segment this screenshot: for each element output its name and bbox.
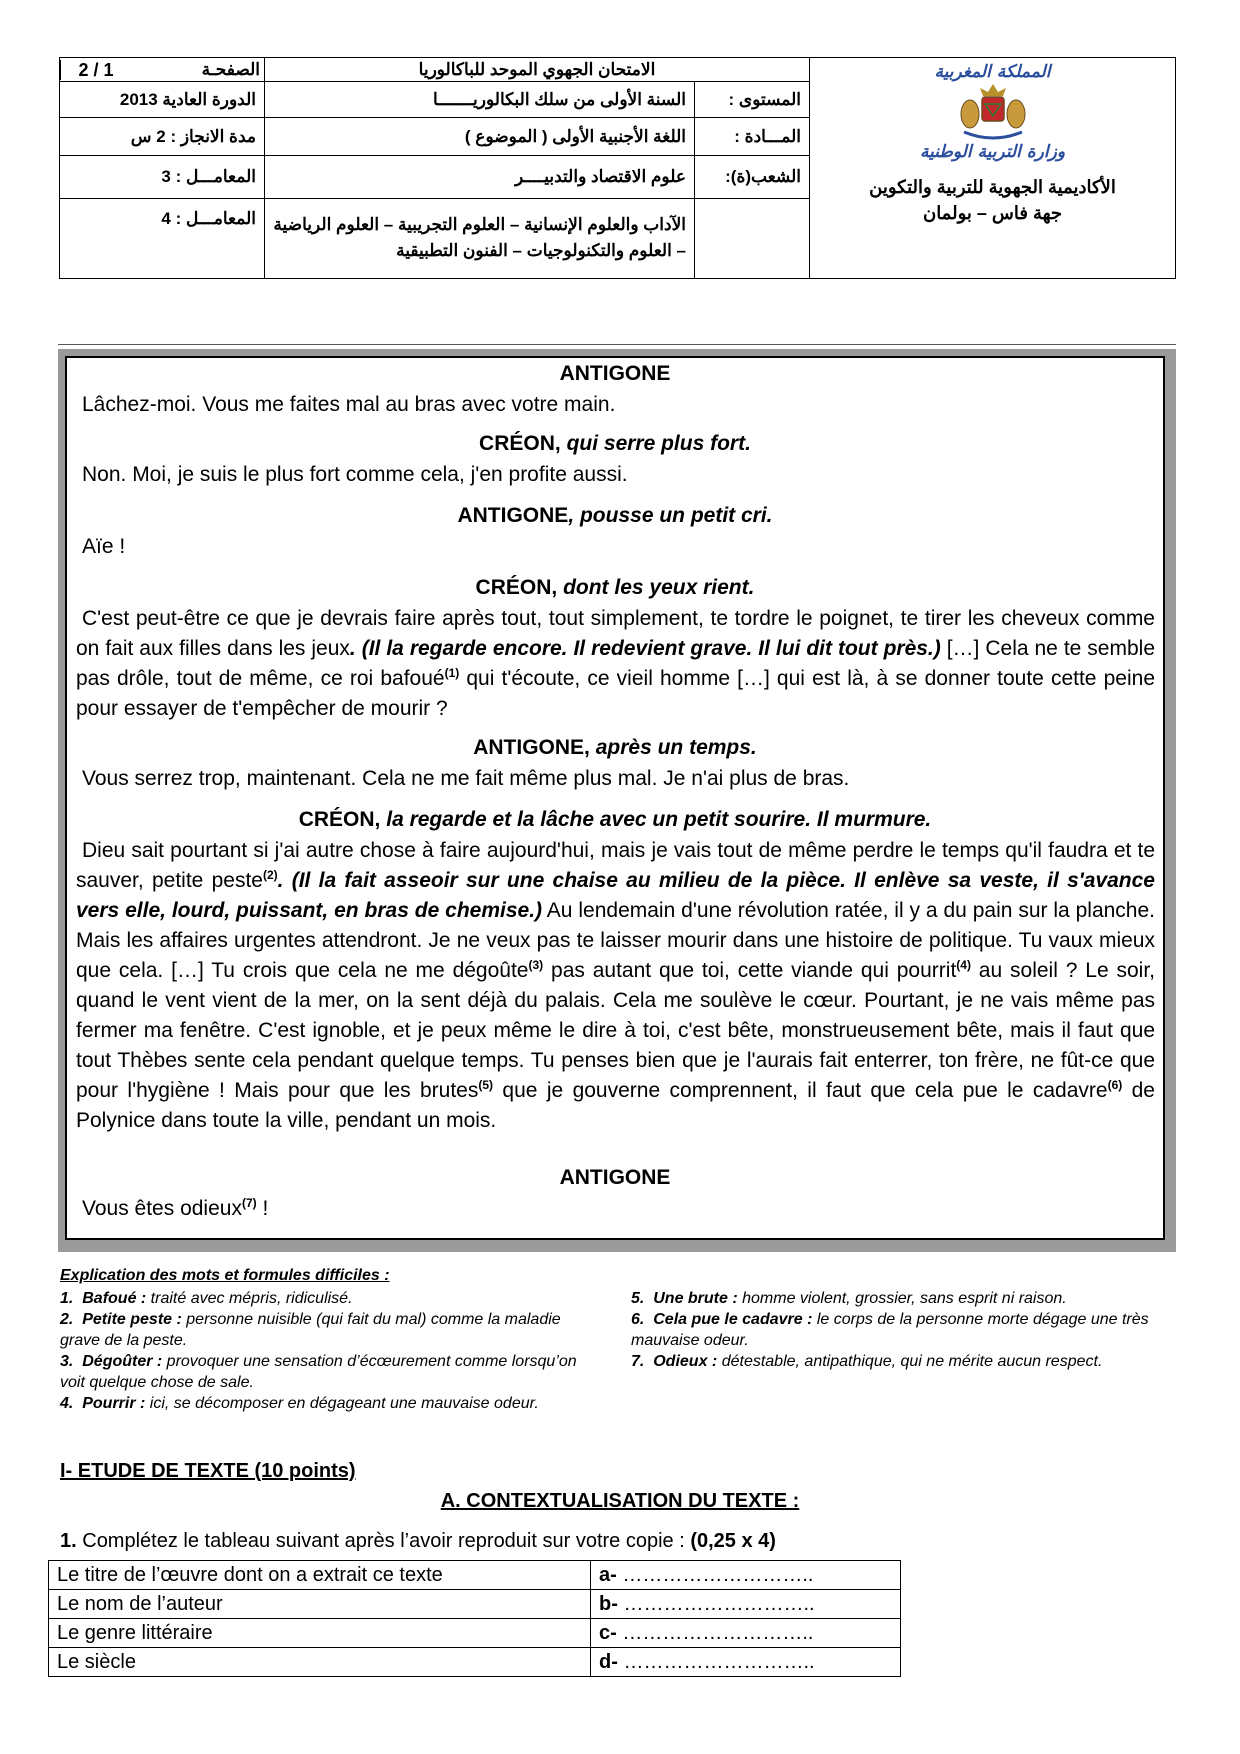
coefficient-2: المعامـــل : 4 bbox=[60, 198, 265, 278]
table-row bbox=[49, 1561, 901, 1590]
academy-label: الأكاديمية الجهوية للتربية والتكوين جهة فاس – بولمان bbox=[869, 177, 1116, 223]
speaker-creon: CRÉON, dont les yeux rient. bbox=[475, 576, 755, 599]
reply-1: Lâchez-moi. Vous me faites mal au bras avec votre main. bbox=[82, 393, 616, 416]
glossary bbox=[60, 1265, 1180, 1412]
level-value: السنة الأولى من سلك البكالوريـــــــا bbox=[265, 82, 695, 118]
row-label: Le siècle bbox=[49, 1648, 591, 1677]
coefficient-1: المعامـــل : 3 bbox=[60, 156, 265, 198]
glossary-column-right bbox=[631, 1288, 1171, 1372]
branch-label: الشعب(ة): bbox=[695, 156, 810, 198]
reply-3: Aïe ! bbox=[82, 535, 126, 558]
glossary-item: 3. Dégoûter : provoquer une sensation d’écœurement comme lorsqu’on voit quelque chose de sale. bbox=[60, 1353, 577, 1391]
table-row bbox=[49, 1648, 901, 1677]
branch-value-1: علوم الاقتصاد والتدبيــــر bbox=[265, 156, 695, 198]
speaker-antigone: ANTIGONE, après un temps. bbox=[473, 736, 757, 759]
speaker-antigone: ANTIGONE bbox=[559, 1166, 671, 1189]
kingdom-label: المملكة المغربية bbox=[934, 62, 1051, 82]
reply-2: Non. Moi, je suis le plus fort comme cela, j'en profite aussi. bbox=[82, 463, 628, 486]
row-label: Le titre de l’œuvre dont on a extrait ce texte bbox=[49, 1561, 591, 1590]
glossary-item: 5. Une brute : homme violent, grossier, sans esprit ni raison. bbox=[631, 1290, 1067, 1307]
reply-7: Vous êtes odieux$^{(7)}$ ! bbox=[82, 1196, 269, 1220]
subsection-title: A. CONTEXTUALISATION DU TEXTE : bbox=[440, 1490, 800, 1512]
answer-cell: b- ……………………….. bbox=[591, 1590, 901, 1619]
reply-4: C'est peut-être ce que je devrais faire après tout, tout simplement, te tordre le poignet, te tirer les cheveux comme on fait aux filles dans les jeux. (Il la regarde encore. Il redevient grave. Il lui dit tout près.) […] Cela ne te semble pas drôle, tout de même, ce roi bafoué$^{(1)}$ qui t'écoute, ce vieil homme […] qui est là, à se donner toute cette peine pour essayer de t'empêcher de mourir ? bbox=[76, 607, 1155, 720]
glossary-item: 2. Petite peste : personne nuisible (qui fait du mal) comme la maladie grave de la peste. bbox=[60, 1311, 561, 1349]
ministry-label: وزارة التربية الوطنية bbox=[919, 142, 1066, 162]
page-label: الصفحـة bbox=[201, 59, 260, 79]
table-row bbox=[49, 1590, 901, 1619]
exam-title: الامتحان الجهوي الموحد للباكالوريا bbox=[265, 58, 810, 82]
speaker-creon: CRÉON, la regarde et la lâche avec un petit sourire. Il murmure. bbox=[298, 808, 932, 831]
reply-5: Vous serrez trop, maintenant. Cela ne me fait même plus mal. Je n'ai plus de bras. bbox=[82, 767, 850, 790]
row-label: Le nom de l’auteur bbox=[49, 1590, 591, 1619]
branch-value-2: الآداب والعلوم الإنسانية – العلوم التجريبية – العلوم الرياضية – العلوم والتكنولوجيات – الفنون التطبيقية bbox=[265, 198, 695, 278]
answer-cell: c- ……………………….. bbox=[591, 1619, 901, 1648]
glossary-item: 7. Odieux : détestable, antipathique, qui ne mérite aucun respect. bbox=[631, 1353, 1103, 1370]
glossary-item: 6. Cela pue le cadavre : le corps de la personne morte dégage une très mauvaise odeur. bbox=[631, 1311, 1149, 1349]
section-title: I- ETUDE DE TEXTE (10 points) bbox=[60, 1460, 356, 1482]
speaker-antigone: ANTIGONE bbox=[559, 362, 671, 385]
page-number: 2 / 1 bbox=[60, 60, 131, 80]
glossary-item: 1. Bafoué : traité avec mépris, ridiculisé. bbox=[60, 1290, 353, 1307]
glossary-column-left bbox=[60, 1288, 600, 1414]
subject-label: المـــادة : bbox=[695, 118, 810, 156]
glossary-item: 4. Pourrir : ici, se décomposer en dégageant une mauvaise odeur. bbox=[60, 1395, 539, 1412]
session-value: الدورة العادية 2013 bbox=[60, 82, 265, 118]
question-1: 1. Complétez le tableau suivant après l’avoir reproduit sur votre copie : (0,25 x 4) bbox=[60, 1530, 776, 1552]
ministry-logo-block bbox=[810, 58, 1176, 279]
royal-emblem-icon bbox=[958, 82, 1028, 144]
table-row bbox=[49, 1619, 901, 1648]
exam-header bbox=[59, 57, 1176, 279]
answer-table bbox=[48, 1560, 901, 1677]
branch-label-empty bbox=[695, 198, 810, 278]
speaker-antigone: ANTIGONE, pousse un petit cri. bbox=[457, 504, 773, 527]
reply-6: Dieu sait pourtant si j'ai autre chose à faire aujourd'hui, mais je vais tout de même perdre le temps qu'il faudra et te sauver, petite peste$^{(2)}$. (Il la fait asseoir sur une chaise au milieu de la pièce. Il enlève sa veste, il s'avance vers elle, lourd, puissant, en bras de chemise.) Au lendemain d'une révolution ratée, il y a du pain sur la planche. Mais les affaires urgentes attendront. Je ne veux pas te laisser mourir dans une histoire de politique. Tu vaux mieux que cela. […] Tu crois que cela ne me dégoûte$^{(3)}$ pas autant que toi, cette viande qui pourrit$^{(4)}$ au soleil ? Le soir, quand le vent vient de la mer, on la sent déjà du palais. Cela me soulève le cœur. Pourtant, je ne vais même pas fermer ma fenêtre. C'est ignoble, et je peux même le dire à toi, c'est bête, monstrueusement bête, mais il faut que tout Thèbes sente cela pendant quelque temps. Tu penses bien que je l'aurais fait enterrer, ton frère, ne fût-ce que pour l'hygiène ! Mais pour que les brutes$^{(5)}$ que je gouverne comprennent, il faut que cela pue le cadavre$^{(6)}$ de Polynice dans toute la ville, pendant un mois. bbox=[76, 839, 1156, 1132]
answer-cell: d- ……………………….. bbox=[591, 1648, 901, 1677]
subject-value: اللغة الأجنبية الأولى ( الموضوع ) bbox=[265, 118, 695, 156]
glossary-title: Explication des mots et formules difficiles : bbox=[60, 1267, 390, 1284]
speaker-creon: CRÉON, qui serre plus fort. bbox=[479, 432, 751, 455]
excerpt-frame bbox=[65, 356, 1165, 1240]
row-label: Le genre littéraire bbox=[49, 1619, 591, 1648]
duration-value: مدة الانجاز : 2 س bbox=[60, 118, 265, 156]
divider bbox=[58, 344, 1176, 345]
answer-cell: a- ……………………….. bbox=[591, 1561, 901, 1590]
level-label: المستوى : bbox=[695, 82, 810, 118]
page-indicator bbox=[60, 58, 265, 82]
